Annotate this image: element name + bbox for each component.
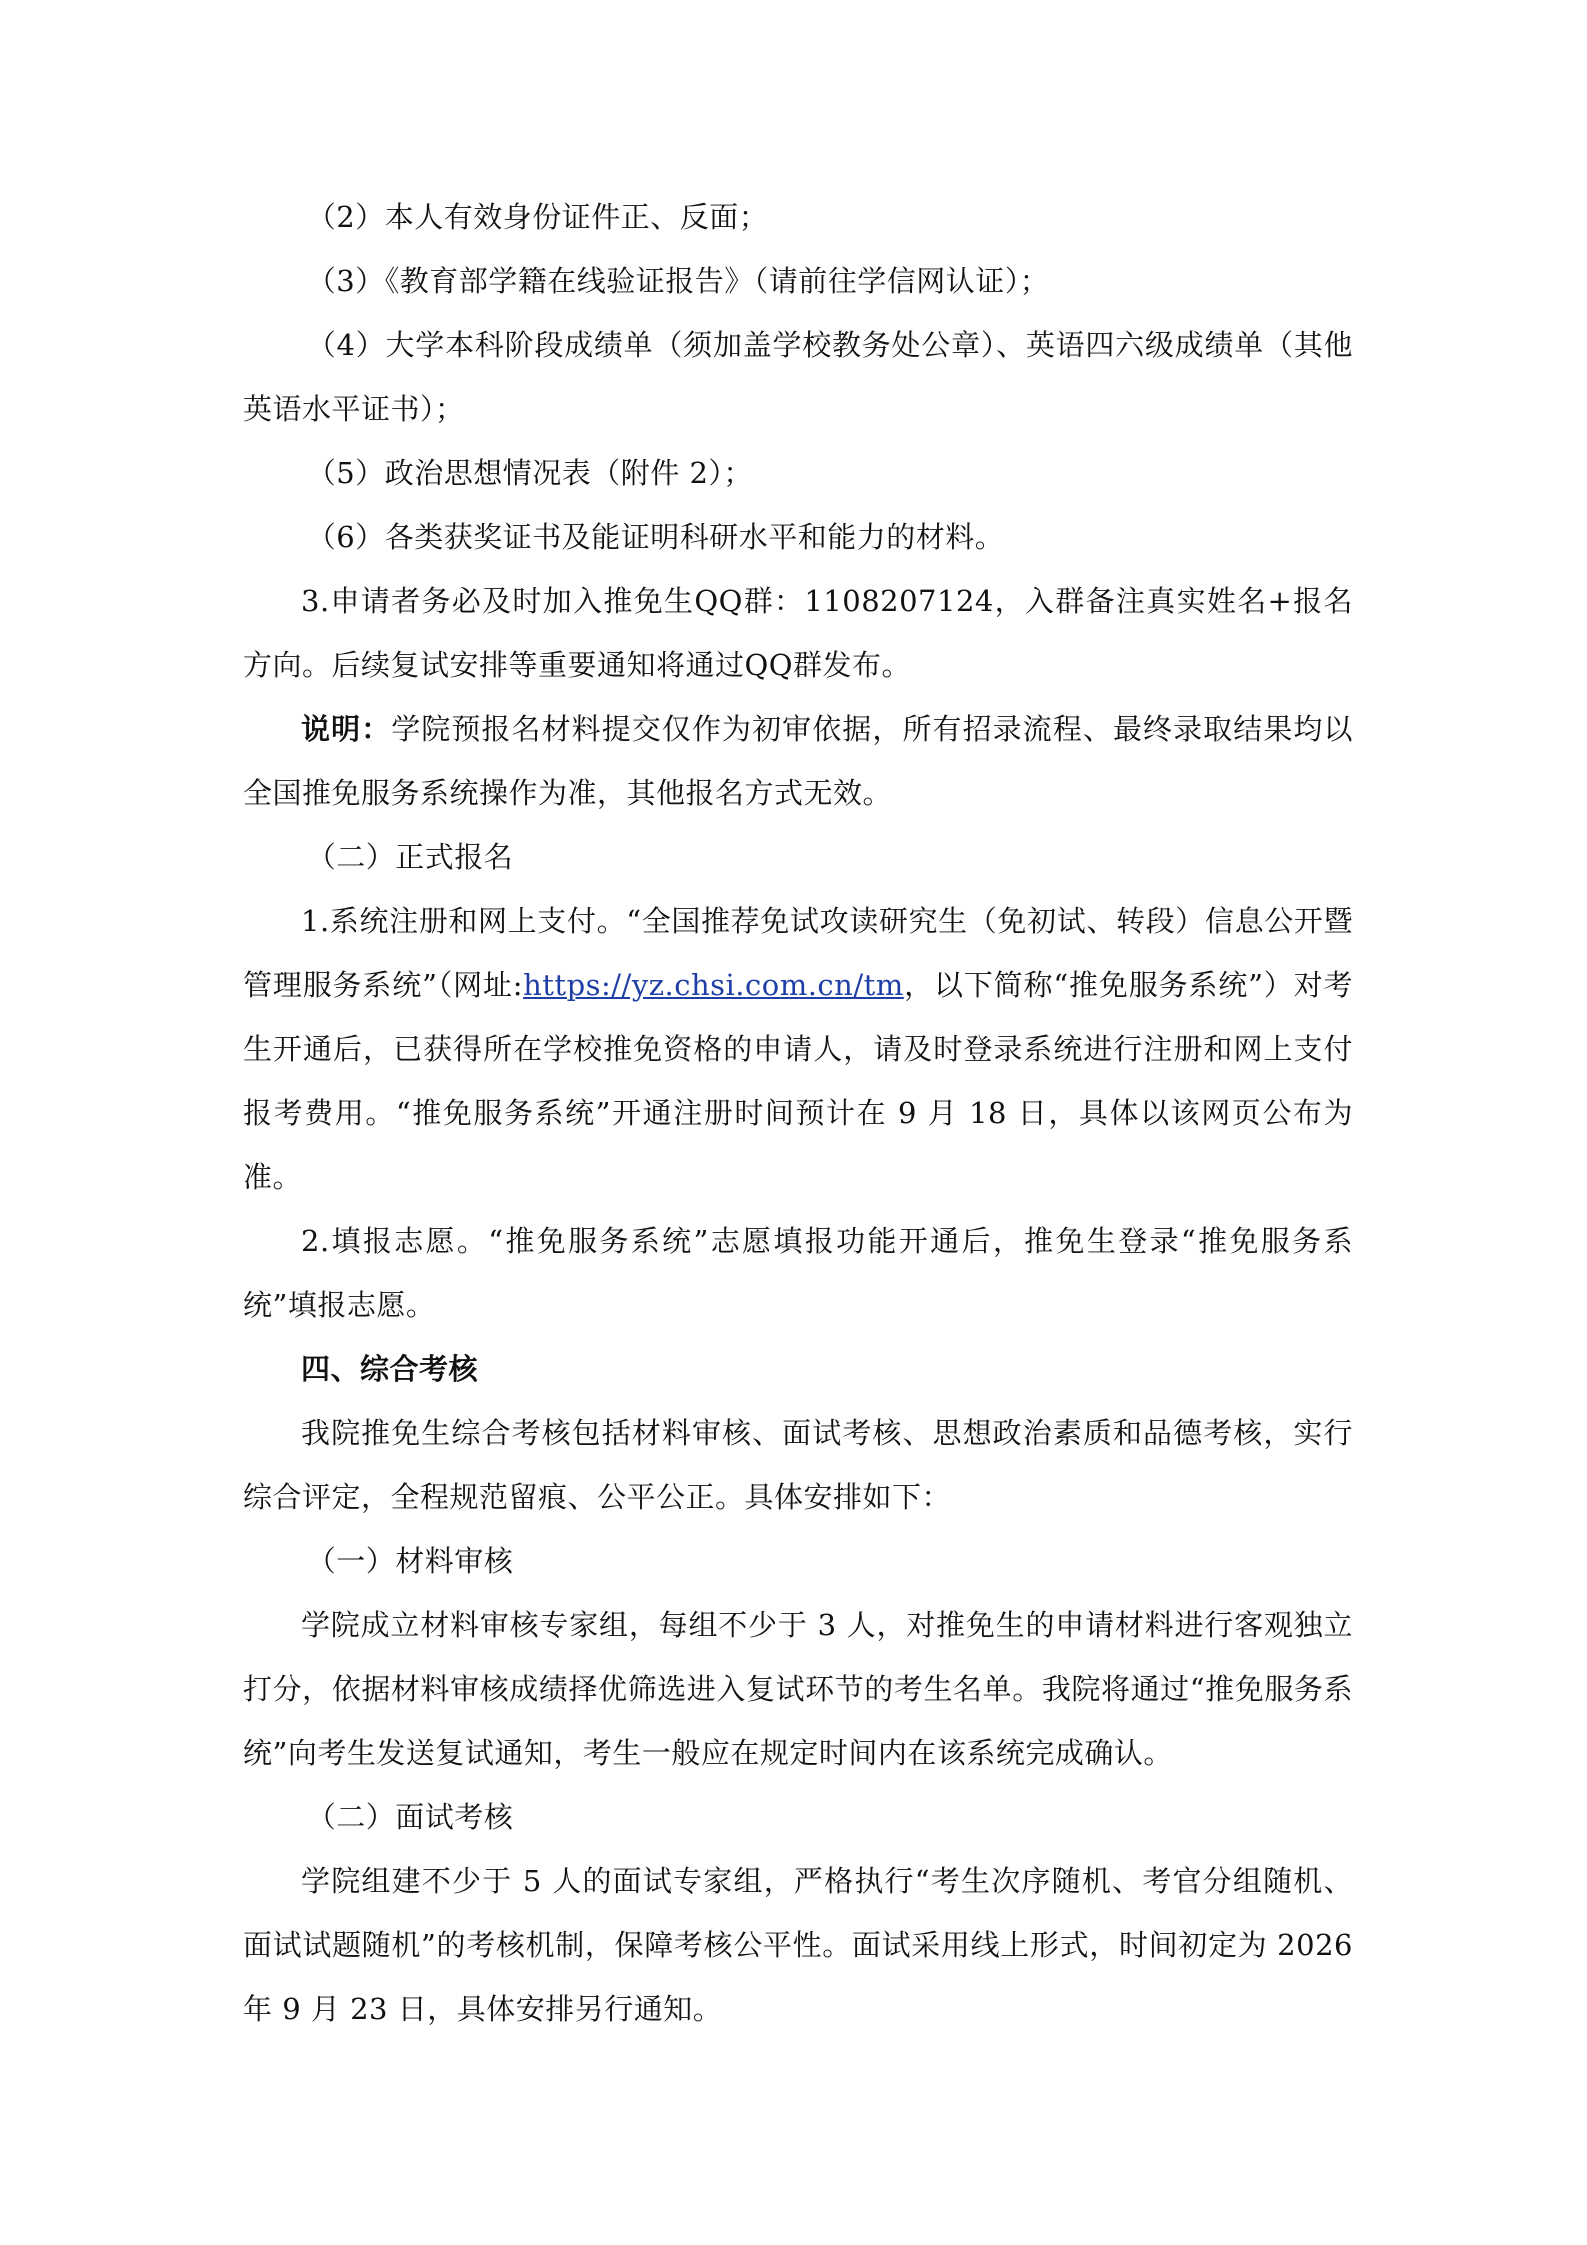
list-item-student-report: （3）《教育部学籍在线验证报告》（请前往学信网认证）； bbox=[306, 264, 1050, 298]
list-item-political-form: （5）政治思想情况表（附件 2）； bbox=[306, 456, 753, 490]
section-heading-assessment: 四、综合考核 bbox=[301, 1352, 479, 1386]
note-text: 学院预报名材料提交仅作为初审依据，所有招录流程、最终录取结果均以全国推免服务系统操作为准，其他报名方式无效。 bbox=[243, 712, 1353, 810]
note-label: 说明： bbox=[301, 712, 392, 746]
paragraph-qq-group: 3.申请者务必及时加入推免生QQ群：1108207124，入群备注真实姓名+报名方向。后续复试安排等重要通知将通过QQ群发布。 bbox=[243, 584, 1353, 682]
list-item-certificates: （6）各类获奖证书及能证明科研水平和能力的材料。 bbox=[306, 520, 1005, 554]
registration-text-part1: 1.系统注册和网上支付。“全国推荐免试攻读研究生（免初试、转段）信息公开暨管理服务系统”（网址: bbox=[243, 904, 1353, 1002]
document-body bbox=[243, 185, 1353, 2041]
paragraph-fill-wish: 2.填报志愿。“推免服务系统”志愿填报功能开通后，推免生登录“推免服务系统”填报志愿。 bbox=[243, 1224, 1353, 1322]
paragraph-system-registration bbox=[243, 889, 1353, 1209]
heading-interview: （二）面试考核 bbox=[306, 1800, 514, 1834]
heading-formal-registration: （二）正式报名 bbox=[306, 840, 514, 874]
paragraph-material-review: 学院成立材料审核专家组，每组不少于 3 人，对推免生的申请材料进行客观独立打分，依据材料审核成绩择优筛选进入复试环节的考生名单。我院将通过“推免服务系统”向考生发送复试通知，考生一般应在规定时间内在该系统完成确认。 bbox=[243, 1608, 1353, 1770]
list-item-transcripts: （4）大学本科阶段成绩单（须加盖学校教务处公章）、英语四六级成绩单（其他英语水平证书）； bbox=[243, 328, 1353, 426]
registration-text-part2: ，以下简称“推免服务系统”）对考生开通后，已获得所在学校推免资格的申请人，请及时登录系统进行注册和网上支付报考费用。“推免服务系统”开通注册时间预计在 9 月 18 日，具体以该网页公布为准。 bbox=[243, 968, 1353, 1194]
chsi-url-link[interactable]: https://yz.chsi.com.cn/tm bbox=[523, 968, 904, 1002]
paragraph-assessment-intro: 我院推免生综合考核包括材料审核、面试考核、思想政治素质和品德考核，实行综合评定，全程规范留痕、公平公正。具体安排如下： bbox=[243, 1416, 1353, 1514]
paragraph-note bbox=[243, 697, 1353, 825]
paragraph-interview: 学院组建不少于 5 人的面试专家组，严格执行“考生次序随机、考官分组随机、面试试题随机”的考核机制，保障考核公平性。面试采用线上形式，时间初定为 2026 年 9 月 23 日，具体安排另行通知。 bbox=[243, 1864, 1353, 2026]
heading-material-review: （一）材料审核 bbox=[306, 1544, 514, 1578]
list-item-id-card: （2）本人有效身份证件正、反面； bbox=[306, 200, 769, 234]
